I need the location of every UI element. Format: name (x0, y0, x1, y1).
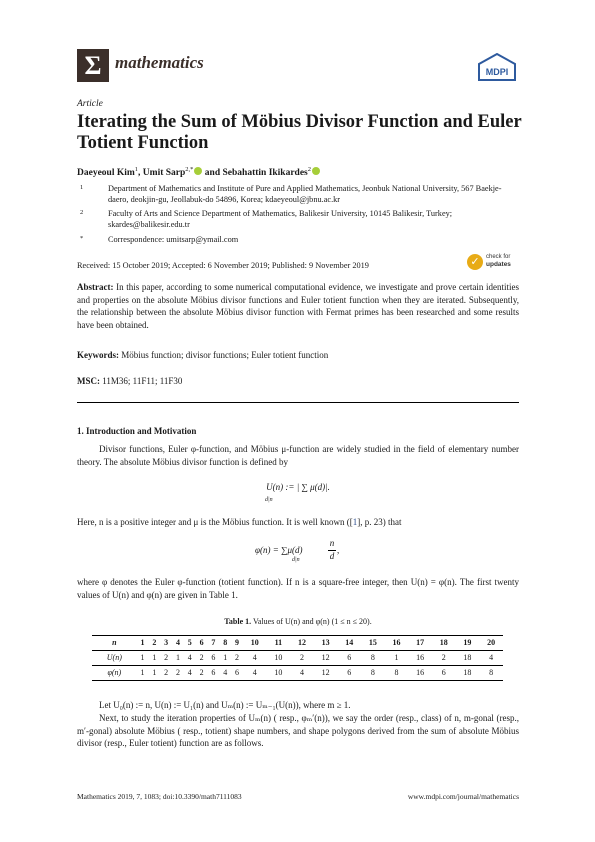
table-header-row (92, 636, 503, 651)
table-cell: 1 (223, 653, 228, 662)
mdpi-logo-text: MDPI (485, 67, 509, 77)
equation-u (77, 482, 519, 492)
fraction-denominator: d (329, 551, 335, 561)
table-row-label: φ(n) (92, 666, 137, 681)
table-header-cell: 5 (184, 636, 196, 651)
paragraph: Let U₀(n) := n, U(n) := U₁(n) and Uₘ(n) := Uₘ₋₁(U(n)), where m ≥ 1. (99, 700, 351, 710)
msc-codes (77, 375, 519, 388)
keywords (77, 349, 519, 362)
table-cell: 1 (152, 653, 157, 662)
affiliation-text: Department of Mathematics and Institute of Pure and Applied Mathematics, Jeonbuk National University, 567 Baekje-daero, deokjin-gu, Jeollabuk-do 54896, Korea; kdaeyeoul@jbnu.ac.kr (108, 184, 502, 204)
paragraph-text: ], p. 23) that (357, 517, 402, 527)
table-header-cell: 3 (160, 636, 172, 651)
table-cell: 2 (160, 666, 172, 681)
paragraph: Next, to study the iteration properties of Uₘ(n) ( resp., φₘ′(n)), we say the order (resp., class) of n, m-gonal (resp., m′-gonal) absolute Möbius ( resp., totient) shape numbers, and shape polygons derived from the sum of absolute Möbius divisor (resp., Euler totient) function are as follows. (77, 713, 519, 748)
table-cell: 1 (394, 653, 399, 662)
footer-citation: Mathematics 2019, 7, 1083; doi:10.3390/math7111083 (77, 792, 242, 801)
table-cell: 6 (347, 653, 352, 662)
paragraph: where φ denotes the Euler φ-function (totient function). If n is a square-free integer, then U(n) = φ(n). The first twenty values of U(n) and φ(n) are given in Table 1. (77, 577, 519, 600)
table-cell: 1 (140, 653, 145, 662)
msc-label: MSC: (77, 376, 100, 386)
table-header-cell: 14 (337, 636, 361, 651)
table-caption-label: Table 1. (224, 617, 252, 626)
table-cell: 12 (314, 666, 338, 681)
author-separator: , (138, 168, 143, 179)
table-header-cell: 15 (361, 636, 385, 651)
table-header-cell: 1 (137, 636, 149, 651)
table-cell: 6 (337, 666, 361, 681)
table-row (92, 651, 503, 666)
table-row (92, 666, 503, 681)
table-cell: 10 (267, 666, 291, 681)
paragraph: Divisor functions, Euler φ-function, and Möbius μ-function are widely studied in the field of elementary number theory. The absolute Möbius divisor function is defined by (77, 444, 519, 467)
footer-journal-url[interactable]: www.mdpi.com/journal/mathematics (407, 792, 519, 801)
equation-phi (255, 545, 302, 555)
table-header-cell: 19 (456, 636, 480, 651)
table-cell: 4 (219, 666, 231, 681)
check-updates-text[interactable] (486, 254, 511, 269)
table-cell: 8 (361, 666, 385, 681)
table-cell: 18 (456, 666, 480, 681)
affiliation (80, 208, 519, 230)
table-cell: 18 (463, 653, 472, 662)
table-cell: 2 (196, 666, 208, 681)
affiliation-mark: 1 (80, 184, 84, 191)
table-caption (77, 617, 519, 626)
divider (77, 402, 519, 403)
sum-symbol: ∑ (281, 545, 288, 555)
affiliation-mark: * (80, 235, 84, 242)
journal-name: mathematics (115, 53, 204, 72)
table-header-cell: 17 (408, 636, 432, 651)
affiliation-mark: 2 (80, 209, 84, 216)
table-cell: 4 (187, 653, 192, 662)
table-cell: 2 (235, 653, 240, 662)
table-cell: 1 (137, 666, 149, 681)
table-cell: 4 (243, 666, 267, 681)
table-header-cell: 13 (314, 636, 338, 651)
table-caption-text: Values of U(n) and φ(n) (1 ≤ n ≤ 20). (252, 617, 372, 626)
orcid-icon[interactable] (312, 167, 320, 175)
table-header-cell: 20 (479, 636, 503, 651)
keywords-text: Möbius function; divisor functions; Euler totient function (121, 350, 329, 360)
table-cell: 10 (274, 653, 283, 662)
paragraph (77, 516, 519, 529)
table-header-cell: 11 (267, 636, 291, 651)
table-header-cell: n (92, 636, 137, 651)
equation-text: U(n) := | ∑ μ(d)|. (266, 482, 330, 492)
abstract-label: Abstract: (77, 282, 114, 292)
keywords-label: Keywords: (77, 350, 119, 360)
equation-subscript: d|n (265, 497, 273, 503)
table-cell: 8 (370, 653, 375, 662)
table-header-cell: 9 (231, 636, 243, 651)
author-separator: and (202, 168, 223, 179)
correspondence (80, 234, 519, 245)
equation-subscript: d|n (292, 557, 300, 563)
table-header-cell: 7 (208, 636, 220, 651)
table-cell: 2 (164, 653, 169, 662)
author-name: Sebahattin Ikikardes (222, 168, 308, 179)
table-cell: 16 (416, 653, 425, 662)
author-affil-mark: 1 (134, 166, 139, 173)
table-cell: 4 (252, 653, 257, 662)
abstract (77, 281, 519, 331)
abstract-text: In this paper, according to some numerical computational evidence, we investigate and prove certain identities and properties on the absolute Möbius divisor functions and Euler totient function when they are iterated. Subsequently, the relationship between the absolute Möbius divisor function with Fermat primes has been researched and some results have been obtained. (77, 282, 520, 330)
affiliation-text: Faculty of Arts and Science Department of Mathematics, Balikesir University, 10145 Balikesir, Turkey; skardes@balikesir.edu.tr (108, 209, 453, 229)
table-cell: 4 (489, 653, 494, 662)
mdpi-logo (477, 53, 517, 81)
fraction-numerator: n (329, 538, 335, 548)
author-affil-mark: 2,* (185, 166, 194, 173)
values-table (92, 635, 503, 681)
sigma-icon: Σ (84, 51, 102, 80)
check-updates-line2: updates (486, 261, 511, 268)
article-type: Article (77, 99, 103, 109)
table-row-label: U(n) (106, 653, 122, 662)
affiliation (80, 183, 519, 205)
author-name: Daeyeoul Kim (77, 168, 135, 179)
author-affil-mark: 2 (307, 166, 312, 173)
section-heading: 1. Introduction and Motivation (77, 426, 197, 436)
paragraph-text: Here, n is a positive integer and μ is the Möbius function. It is well known ([ (77, 517, 353, 527)
table-cell: 6 (231, 666, 243, 681)
paper-title: Iterating the Sum of Möbius Divisor Function and Euler Totient Function (77, 112, 522, 153)
table-cell: 4 (184, 666, 196, 681)
table-cell: 2 (300, 653, 305, 662)
table-cell: 8 (479, 666, 503, 681)
table-header-cell: 2 (148, 636, 160, 651)
table-cell: 2 (441, 653, 446, 662)
table-cell: 1 (175, 653, 180, 662)
table-header-cell: 6 (196, 636, 208, 651)
table-cell: 1 (148, 666, 160, 681)
equation-text: μ(d) (287, 545, 303, 555)
table-header-cell: 10 (243, 636, 267, 651)
table-cell: 2 (199, 653, 204, 662)
author-list (77, 166, 320, 178)
msc-text: 11M36; 11F11; 11F30 (102, 376, 183, 386)
correspondence-text: Correspondence: umitsarp@ymail.com (108, 235, 239, 244)
citation-link[interactable]: 1 (352, 517, 358, 527)
table-cell: 6 (208, 666, 220, 681)
table-header-cell: 18 (432, 636, 456, 651)
table-cell: 16 (408, 666, 432, 681)
equation-comma: , (337, 545, 340, 555)
table-header-cell: 16 (385, 636, 409, 651)
table-cell: 6 (211, 653, 216, 662)
table-cell: 2 (172, 666, 184, 681)
table-cell: 4 (290, 666, 314, 681)
check-updates-line1: check for (486, 254, 511, 260)
table-cell: 12 (321, 653, 330, 662)
table-cell: 6 (432, 666, 456, 681)
table-header-cell: 12 (290, 636, 314, 651)
publication-dates: Received: 15 October 2019; Accepted: 6 November 2019; Published: 9 November 2019 (77, 261, 369, 270)
table-header-cell: 4 (172, 636, 184, 651)
equation-text: φ(n) = (255, 545, 282, 555)
table-cell: 8 (385, 666, 409, 681)
table-header-cell: 8 (219, 636, 231, 651)
author-name: Umit Sarp (142, 168, 186, 179)
checkmark-icon: ✓ (470, 255, 480, 268)
